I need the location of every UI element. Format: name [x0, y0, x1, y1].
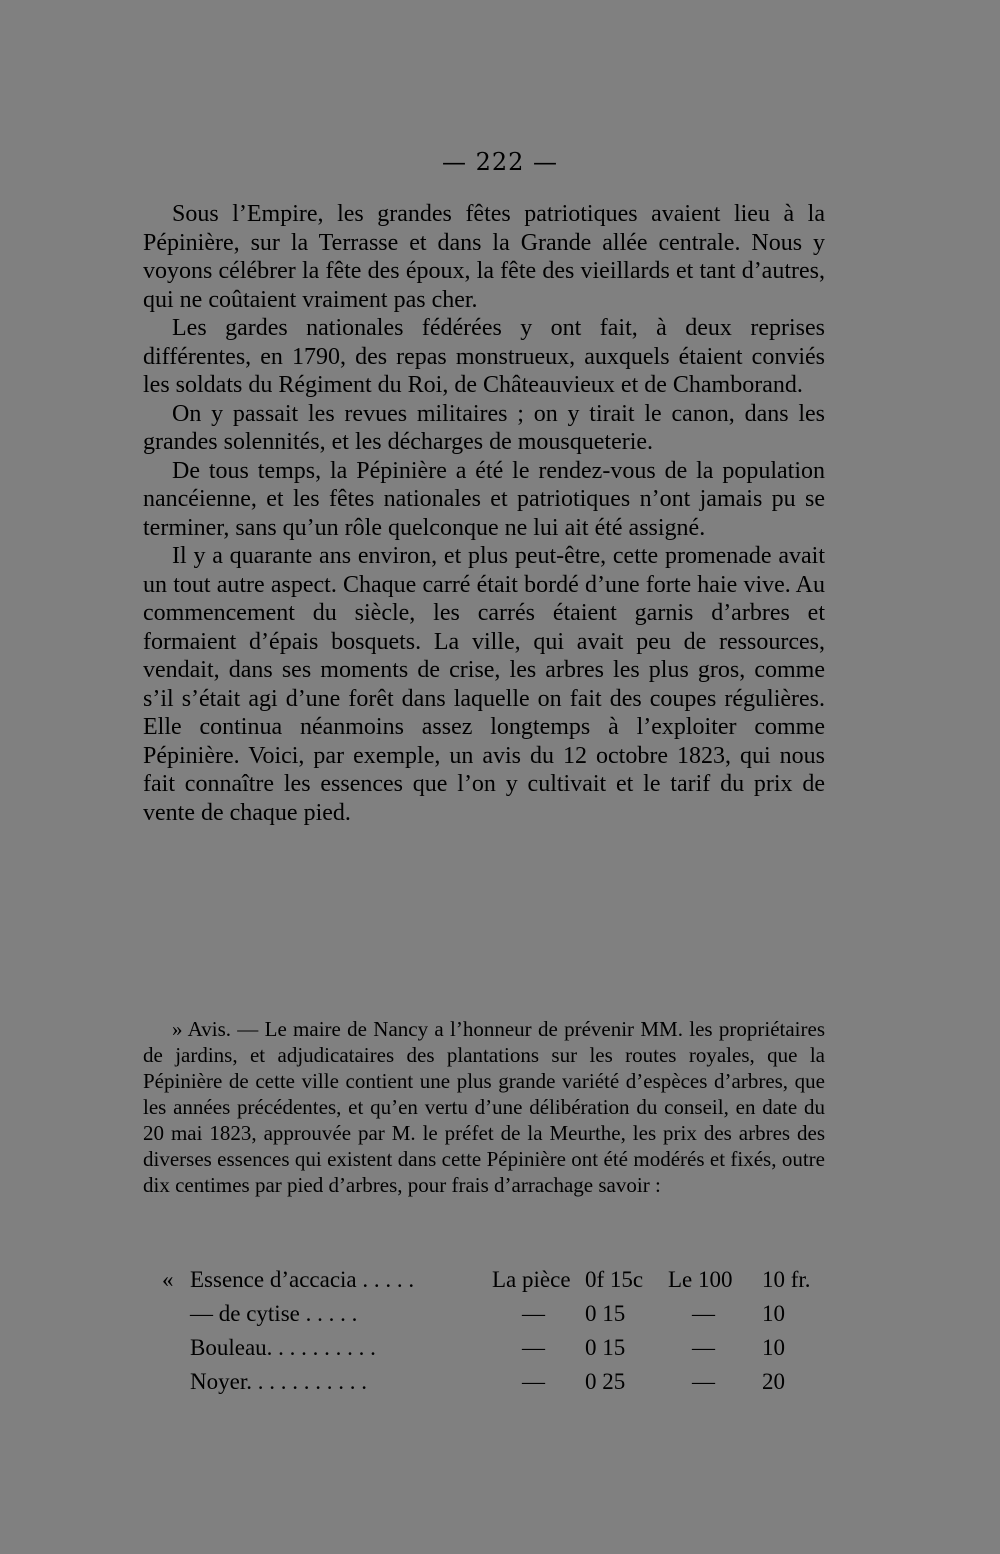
price-item-unit: — [522, 1301, 545, 1326]
price-row [162, 1369, 852, 1403]
price-item-name: Noyer. . . . . . . . . . . [190, 1369, 367, 1394]
paragraph-gardes-nationales: Les gardes nationales fédérées y ont fait, à deux reprises différentes, en 1790, des repas monstrueux, auxquels étaient conviés les soldats du Régiment du Roi, de Châteauvieux et de Chamborand. [143, 315, 825, 398]
price-item-value: 10 [762, 1301, 785, 1326]
page-number: — 222 — [441, 148, 559, 176]
price-item-price: 0 15 [585, 1301, 626, 1326]
price-item-hundred: — [692, 1301, 715, 1326]
price-item-hundred: — [692, 1369, 715, 1394]
price-item-hundred: Le 100 [668, 1267, 733, 1292]
price-item-unit: — [522, 1369, 545, 1394]
price-item-name: — de cytise . . . . . [190, 1301, 358, 1326]
paragraph-rendez-vous: De tous temps, la Pépinière a été le rendez-vous de la population nancéienne, et les fêtes nationales et patriotiques n’ont jamais pu se terminer, sans qu’un rôle quelconque ne lui ait été assigné. [143, 457, 825, 541]
paragraph-revues-militaires: On y passait les revues militaires ; on y tirait le canon, dans les grandes solennités, et les décharges de mousqueterie. [143, 400, 825, 455]
price-item-value: 10 [762, 1335, 785, 1360]
price-item-value: 10 fr. [762, 1267, 811, 1292]
price-item-name: Bouleau. . . . . . . . . . [190, 1335, 376, 1360]
open-quote: « [162, 1267, 174, 1292]
price-item-unit: La pièce [492, 1267, 571, 1292]
price-item-value: 20 [762, 1369, 785, 1394]
price-item-price: 0 15 [585, 1335, 626, 1360]
paragraph-empire: Sous l’Empire, les grandes fêtes patriotiques avaient lieu à la Pépinière, sur la Terrasse et dans la Grande allée centrale. Nous y voyons célébrer la fête des époux, la fête des vieillards et tant d’autres, qui ne coûtaient vraiment pas cher. [143, 201, 825, 313]
body-text [143, 200, 825, 827]
notice-avis: » Avis. — Le maire de Nancy a l’honneur de prévenir MM. les propriétaires de jardins, et adjudicataires des plantations sur les routes royales, que la Pépinière de cette ville contient une plus grande variété d’espèces d’arbres, que les années précédentes, et qu’en vertu d’une délibération du conseil, en date du 20 mai 1823, approuvée par M. le préfet de la Meurthe, les prix des arbres des diverses essences qui existent dans cette Pépinière ont été modérés et fixés, outre dix centimes par pied d’arbres, pour frais d’arrachage savoir : [143, 1017, 825, 1197]
price-row [162, 1335, 852, 1369]
price-item-unit: — [522, 1335, 545, 1360]
price-item-name: Essence d’accacia . . . . . [190, 1267, 415, 1292]
price-item-hundred: — [692, 1335, 715, 1360]
price-list [162, 1267, 852, 1403]
price-row [162, 1267, 852, 1301]
paragraph-aspect: Il y a quarante ans environ, et plus peut-être, cette promenade avait un tout autre aspect. Chaque carré était bordé d’une forte haie vive. Au commencement du siècle, les carrés étaient garnis d’arbres et formaient d’épais bosquets. La ville, qui avait peu de ressources, vendait, dans ses moments de crise, les arbres les plus gros, comme s’il s’était agi d’une forêt dans laquelle on fait des coupes régulières. Elle continua néanmoins assez longtemps à l’exploiter comme Pépinière. Voici, par exemple, un avis du 12 octobre 1823, qui nous fait connaître les essences que l’on y cultivait et le tarif du prix de vente de chaque pied. [143, 543, 825, 826]
price-item-price: 0f 15c [585, 1267, 644, 1292]
price-item-price: 0 25 [585, 1369, 626, 1394]
price-row [162, 1301, 852, 1335]
